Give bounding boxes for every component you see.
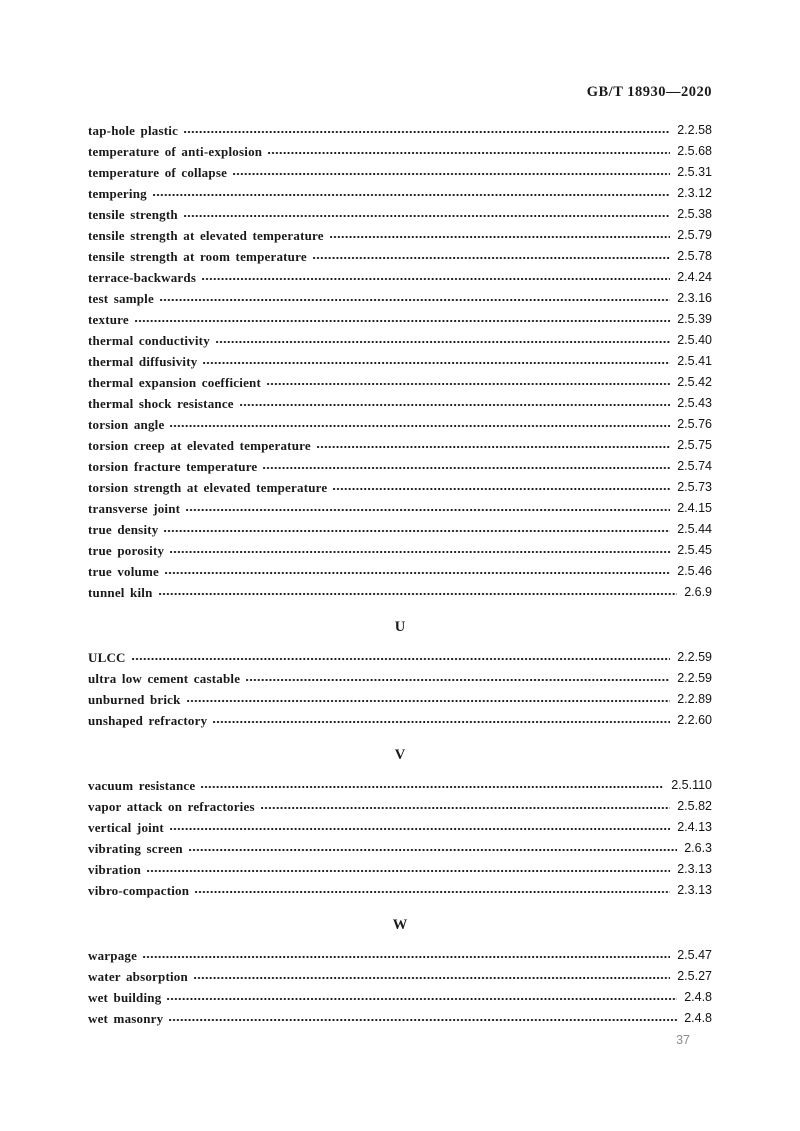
dotted-leader — [195, 880, 670, 901]
index-list — [88, 120, 712, 1029]
dotted-leader — [184, 204, 670, 225]
section-entries — [88, 945, 712, 1029]
dotted-leader — [165, 561, 670, 582]
index-entry — [88, 519, 712, 540]
entry-ref: 2.5.44 — [677, 522, 712, 536]
entry-term: unburned brick — [88, 692, 181, 707]
entry-ref: 2.3.12 — [677, 186, 712, 200]
entry-ref: 2.4.13 — [677, 820, 712, 834]
index-entry — [88, 267, 712, 288]
entry-ref: 2.4.24 — [677, 270, 712, 284]
entry-ref: 2.5.79 — [677, 228, 712, 242]
index-section — [88, 120, 712, 603]
index-entry — [88, 838, 712, 859]
index-entry — [88, 372, 712, 393]
entry-ref: 2.5.46 — [677, 564, 712, 578]
dotted-leader — [267, 372, 670, 393]
index-entry — [88, 647, 712, 668]
entry-term: thermal diffusivity — [88, 354, 198, 369]
entry-ref: 2.5.74 — [677, 459, 712, 473]
dotted-leader — [246, 668, 670, 689]
index-entry — [88, 540, 712, 561]
index-entry — [88, 120, 712, 141]
entry-ref: 2.2.59 — [677, 671, 712, 685]
entry-ref: 2.5.39 — [677, 312, 712, 326]
dotted-leader — [184, 120, 670, 141]
entry-ref: 2.6.3 — [684, 841, 712, 855]
index-entry — [88, 351, 712, 372]
dotted-leader — [333, 477, 670, 498]
dotted-leader — [268, 141, 670, 162]
entry-term: thermal expansion coefficient — [88, 375, 261, 390]
index-entry — [88, 1008, 712, 1029]
entry-ref: 2.5.47 — [677, 948, 712, 962]
entry-ref: 2.5.43 — [677, 396, 712, 410]
dotted-leader — [313, 246, 670, 267]
entry-term: true density — [88, 522, 159, 537]
entry-term: texture — [88, 312, 129, 327]
entry-term: tap-hole plastic — [88, 123, 179, 138]
entry-ref: 2.5.110 — [671, 778, 712, 792]
index-entry — [88, 183, 712, 204]
index-entry — [88, 393, 712, 414]
dotted-leader — [263, 456, 670, 477]
index-entry — [88, 225, 712, 246]
entry-term: vibrating screen — [88, 841, 183, 856]
index-entry — [88, 330, 712, 351]
dotted-leader — [147, 859, 670, 880]
index-entry — [88, 817, 712, 838]
dotted-leader — [160, 288, 670, 309]
section-entries — [88, 647, 712, 731]
dotted-leader — [170, 540, 670, 561]
dotted-leader — [261, 796, 671, 817]
dotted-leader — [216, 330, 670, 351]
index-entry — [88, 435, 712, 456]
dotted-leader — [167, 987, 677, 1008]
index-entry — [88, 561, 712, 582]
dotted-leader — [153, 183, 670, 204]
entry-ref: 2.3.16 — [677, 291, 712, 305]
doc-number: GB/T 18930—2020 — [586, 84, 712, 100]
dotted-leader — [132, 647, 671, 668]
entry-ref: 2.5.82 — [677, 799, 712, 813]
entry-ref: 2.5.45 — [677, 543, 712, 557]
entry-term: test sample — [88, 291, 154, 306]
index-entry — [88, 456, 712, 477]
dotted-leader — [170, 414, 670, 435]
index-entry — [88, 477, 712, 498]
index-entry — [88, 141, 712, 162]
entry-term: tempering — [88, 186, 147, 201]
dotted-leader — [233, 162, 670, 183]
entry-term: temperature of anti-explosion — [88, 144, 263, 159]
entry-ref: 2.4.8 — [684, 1011, 712, 1025]
dotted-leader — [169, 1008, 677, 1029]
entry-ref: 2.5.42 — [677, 375, 712, 389]
dotted-leader — [317, 435, 670, 456]
entry-ref: 2.2.89 — [677, 692, 712, 706]
index-entry — [88, 414, 712, 435]
entry-term: vacuum resistance — [88, 778, 196, 793]
entry-ref: 2.5.68 — [677, 144, 712, 158]
dotted-leader — [194, 966, 670, 987]
index-entry — [88, 204, 712, 225]
index-entry — [88, 775, 712, 796]
entry-ref: 2.6.9 — [684, 585, 712, 599]
entry-ref: 2.2.58 — [677, 123, 712, 137]
dotted-leader — [240, 393, 670, 414]
dotted-leader — [135, 309, 670, 330]
dotted-leader — [189, 838, 677, 859]
entry-term: torsion fracture temperature — [88, 459, 258, 474]
entry-term: vapor attack on refractories — [88, 799, 255, 814]
entry-ref: 2.5.38 — [677, 207, 712, 221]
index-entry — [88, 710, 712, 731]
entry-ref: 2.5.40 — [677, 333, 712, 347]
entry-ref: 2.4.15 — [677, 501, 712, 515]
entry-term: vibro-compaction — [88, 883, 190, 898]
entry-ref: 2.5.27 — [677, 969, 712, 983]
index-entry — [88, 880, 712, 901]
dotted-leader — [213, 710, 670, 731]
entry-term: unshaped refractory — [88, 713, 208, 728]
entry-term: terrace-backwards — [88, 270, 197, 285]
entry-ref: 2.5.31 — [677, 165, 712, 179]
entry-ref: 2.5.73 — [677, 480, 712, 494]
index-entry — [88, 689, 712, 710]
entry-ref: 2.2.60 — [677, 713, 712, 727]
entry-term: thermal shock resistance — [88, 396, 234, 411]
entry-term: ULCC — [88, 650, 126, 665]
entry-term: temperature of collapse — [88, 165, 228, 180]
section-letter: W — [392, 917, 408, 933]
index-section — [88, 744, 712, 901]
entry-ref: 2.3.13 — [677, 883, 712, 897]
index-entry — [88, 288, 712, 309]
index-entry — [88, 966, 712, 987]
dotted-leader — [143, 945, 670, 966]
index-section — [88, 914, 712, 1029]
entry-ref: 2.5.78 — [677, 249, 712, 263]
entry-term: torsion angle — [88, 417, 165, 432]
entry-term: tunnel kiln — [88, 585, 153, 600]
entry-ref: 2.2.59 — [677, 650, 712, 664]
entry-term: wet masonry — [88, 1011, 164, 1026]
index-entry — [88, 246, 712, 267]
entry-term: tensile strength — [88, 207, 178, 222]
dotted-leader — [186, 498, 670, 519]
entry-term: tensile strength at room temperature — [88, 249, 307, 264]
entry-term: true volume — [88, 564, 159, 579]
entry-term: true porosity — [88, 543, 165, 558]
entry-ref: 2.3.13 — [677, 862, 712, 876]
dotted-leader — [159, 582, 678, 603]
entry-term: vibration — [88, 862, 142, 877]
page-content — [88, 0, 712, 1047]
index-entry — [88, 162, 712, 183]
dotted-leader — [187, 689, 671, 710]
entry-ref: 2.5.75 — [677, 438, 712, 452]
index-entry — [88, 309, 712, 330]
page-number: 37 — [676, 1033, 690, 1047]
dotted-leader — [164, 519, 670, 540]
index-entry — [88, 987, 712, 1008]
entry-term: transverse joint — [88, 501, 181, 516]
entry-term: wet building — [88, 990, 162, 1005]
index-entry — [88, 668, 712, 689]
dotted-leader — [202, 267, 670, 288]
entry-term: warpage — [88, 948, 138, 963]
entry-term: torsion strength at elevated temperature — [88, 480, 328, 495]
dotted-leader — [201, 775, 664, 796]
section-letter: V — [394, 747, 406, 763]
entry-term: tensile strength at elevated temperature — [88, 228, 324, 243]
section-entries — [88, 120, 712, 603]
index-entry — [88, 945, 712, 966]
entry-ref: 2.4.8 — [684, 990, 712, 1004]
entry-term: ultra low cement castable — [88, 671, 241, 686]
index-section — [88, 616, 712, 731]
entry-ref: 2.5.41 — [677, 354, 712, 368]
section-entries — [88, 775, 712, 901]
entry-term: thermal conductivity — [88, 333, 210, 348]
entry-term: vertical joint — [88, 820, 164, 835]
index-entry — [88, 582, 712, 603]
entry-term: torsion creep at elevated temperature — [88, 438, 311, 453]
dotted-leader — [170, 817, 670, 838]
section-letter: U — [394, 619, 406, 635]
entry-term: water absorption — [88, 969, 188, 984]
index-entry — [88, 796, 712, 817]
dotted-leader — [203, 351, 670, 372]
index-entry — [88, 498, 712, 519]
dotted-leader — [330, 225, 670, 246]
index-entry — [88, 859, 712, 880]
entry-ref: 2.5.76 — [677, 417, 712, 431]
